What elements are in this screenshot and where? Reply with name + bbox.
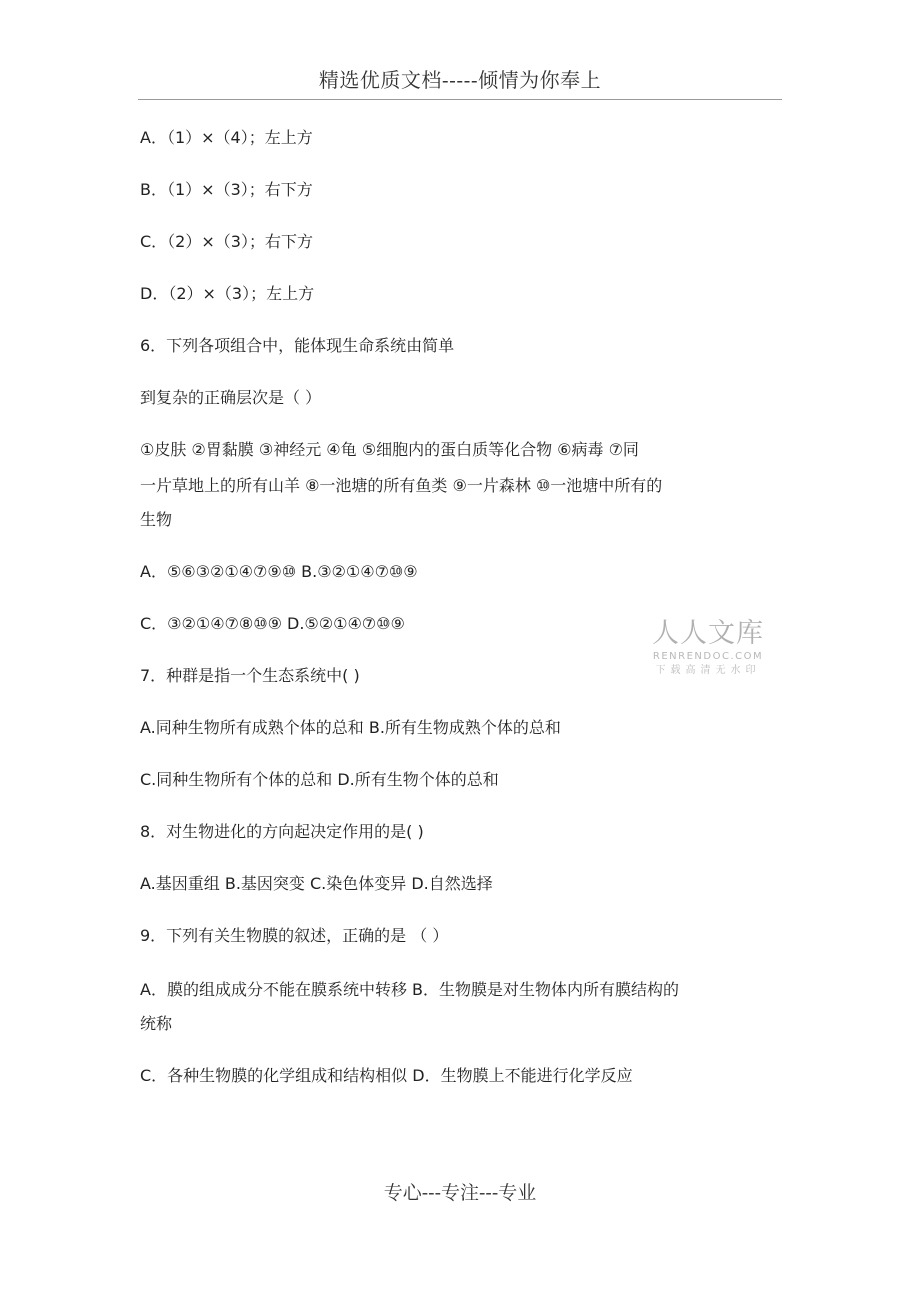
q7-options-cd: C.同种生物所有个体的总和 D.所有生物个体的总和 — [140, 770, 499, 789]
watermark-main-text: 人人文库 — [652, 618, 764, 649]
q5-option-b: B．（1）×（3）；右下方 — [140, 180, 313, 199]
q5-option-c: C．（2）×（3）；右下方 — [140, 232, 313, 251]
watermark-subtitle: 下载高清无水印 — [655, 665, 761, 676]
q9-options-ab-line-2: 统称 — [140, 1014, 173, 1033]
q9-options-cd: C．各种生物膜的化学组成和结构相似 D．生物膜上不能进行化学反应 — [140, 1066, 633, 1085]
q7-stem: 7．种群是指一个生态系统中( ) — [140, 666, 360, 685]
q6-items-line-1: ①皮肤 ②胃黏膜 ③神经元 ④龟 ⑤细胞内的蛋白质等化合物 ⑥病毒 ⑦同 — [140, 440, 639, 459]
q6-options-cd: C．③②①④⑦⑧⑩⑨ D.⑤②①④⑦⑩⑨ — [140, 614, 405, 633]
header-divider — [138, 99, 782, 100]
q5-option-a: A．（1）×（4）；左上方 — [140, 128, 313, 147]
q5-option-d: D．（2）×（3）；左上方 — [140, 284, 315, 303]
q8-options: A.基因重组 B.基因突变 C.染色体变异 D.自然选择 — [140, 874, 493, 893]
page-header-title: 精选优质文档-----倾情为你奉上 — [318, 68, 602, 92]
q6-items-line-3: 生物 — [140, 510, 173, 529]
q8-stem: 8．对生物进化的方向起决定作用的是( ) — [140, 822, 424, 841]
q9-stem: 9．下列有关生物膜的叙述，正确的是 （ ） — [140, 926, 449, 945]
q6-options-ab: A．⑤⑥③②①④⑦⑨⑩ B.③②①④⑦⑩⑨ — [140, 562, 418, 581]
q6-stem-line-1: 6．下列各项组合中，能体现生命系统由简单 — [140, 336, 455, 355]
page-footer: 专心---专注---专业 — [383, 1182, 537, 1204]
q6-items-line-2: 一片草地上的所有山羊 ⑧一池塘的所有鱼类 ⑨一片森林 ⑩一池塘中所有的 — [140, 476, 663, 495]
watermark-logo — [640, 618, 776, 678]
watermark-url: RENRENDOC.COM — [652, 651, 764, 662]
q6-stem-line-2: 到复杂的正确层次是（ ） — [140, 388, 322, 407]
q9-options-ab-line-1: A．膜的组成成分不能在膜系统中转移 B．生物膜是对生物体内所有膜结构的 — [140, 980, 680, 999]
q7-options-ab: A.同种生物所有成熟个体的总和 B.所有生物成熟个体的总和 — [140, 718, 561, 737]
